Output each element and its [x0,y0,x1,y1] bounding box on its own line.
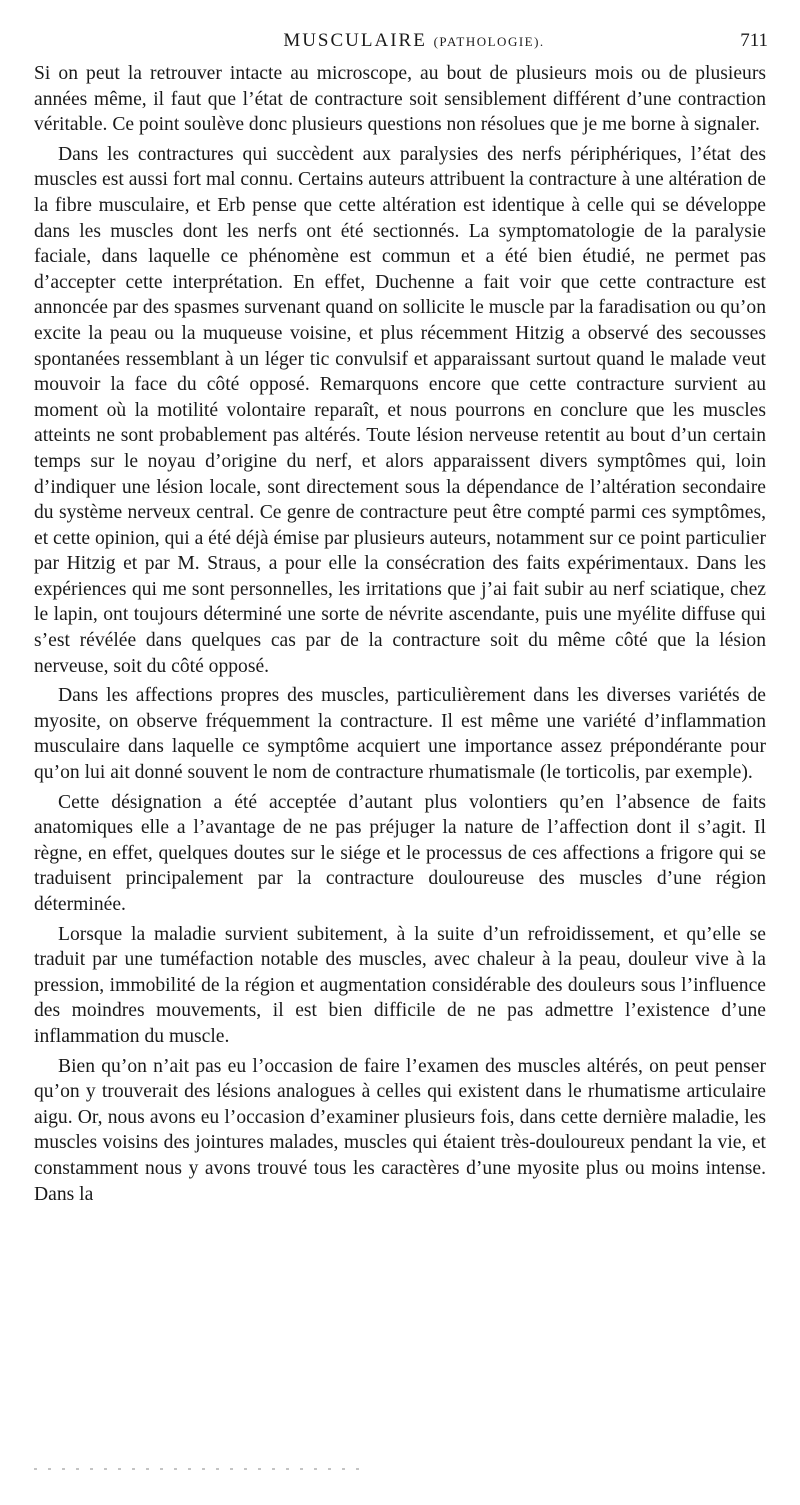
footer-rule [34,1468,364,1470]
page-header [60,30,768,60]
paragraph-2: Dans les contractures qui succèdent aux paralysies des nerfs périphériques, l’état des muscles est aussi fort mal connu. Certains auteurs attribuent la contracture à une altération de la fibre musculaire, et Erb pense que cette altération est identique à celle qui se développe dans les muscles dont les nerfs ont été sectionnés. La symptomatologie de la paralysie faciale, dans laquelle ce phénomène est commun et a été bien étudié, ne permet pas d’accepter cette interprétation. En effet, Duchenne a fait voir que cette contracture est annoncée par des spasmes survenant quand on sollicite le muscle par la faradisation ou qu’on excite la peau ou la muqueuse voisine, et plus récemment Hitzig a observé des secousses spontanées ressemblant à un léger tic convulsif et apparaissant surtout quand le malade veut mouvoir la face du côté opposé. Remarquons encore que cette contracture survient au moment où la motilité volontaire reparaît, et nous pourrons en conclure que les muscles atteints ne sont probablement pas altérés. Toute lésion nerveuse retentit au bout d’un certain temps sur le noyau d’origine du nerf, et alors apparaissent divers symptômes qui, loin d’indiquer une lésion locale, sont directement sous la dépendance de l’altération secondaire du système nerveux central. Ce genre de contracture peut être compté parmi ces symptômes, et cette opinion, qui a été déjà émise par plusieurs auteurs, notamment sur ce point particulier par Hitzig et par M. Straus, a pour elle la consécration des faits expérimentaux. Dans les expériences qui me sont personnelles, les irritations que j’ai fait subir au nerf sciatique, chez le lapin, ont toujours déterminé une sorte de névrite ascendante, puis une myélite diffuse qui s’est révélée dans quelques cas par de la contracture soit du même côté que la lésion nerveuse, soit du côté opposé. [34,143,766,677]
paragraph-5: Lorsque la maladie survient subitement, à la suite d’un refroidissement, et qu’elle se traduit par une tuméfaction notable des muscles, avec chaleur à la peau, douleur vive à la pression, immobilité de la région et augmentation considérable des douleurs sous l’influence des moindres mouvements, il est bien difficile de ne pas admettre l’existence d’une inflammation du muscle. [34,923,766,1047]
paragraph-3: Dans les affections propres des muscles, particulièrement dans les diverses variétés de myosite, on observe fréquemment la contracture. Il est même une variété d’inflammation musculaire dans laquelle ce symptôme acquiert une importance assez prépondérante pour qu’on lui ait donné souvent le nom de contracture rhumatismale (le torticolis, par exemple). [34,685,766,784]
running-title-main: MUSCULAIRE [283,30,427,51]
paragraph-1: Si on peut la retrouver intacte au microscope, au bout de plusieurs mois ou de plusieurs années même, il faut que l’état de contracture soit sensiblement différent d’une contraction véritable. Ce point soulève donc plusieurs questions non résolues que je me borne à signaler. [34,63,766,136]
running-title-subtitle: (PATHOLOGIE). [433,34,545,49]
running-title [60,30,768,52]
page-number: 711 [740,30,768,51]
paragraph-4: Cette désignation a été acceptée d’autant plus volontiers qu’en l’absence de faits anatomiques elle a l’avantage de ne pas préjuger la nature de l’affection dont il s’agit. Il règne, en effet, quelques doutes sur le siége et le processus de ces affections a frigore qui se traduisent principalement par la contracture douloureuse des muscles d’une région déterminée. [34,791,766,915]
paragraph-6: Bien qu’on n’ait pas eu l’occasion de faire l’examen des muscles altérés, on peut penser qu’on y trouverait des lésions analogues à celles qui existent dans le rhumatisme articulaire aigu. Or, nous avons eu l’occasion d’examiner plusieurs fois, dans cette dernière maladie, les muscles voisins des jointures malades, muscles qui étaient très-douloureux pendant la vie, et constamment nous y avons trouvé tous les caractères d’une myosite plus ou moins intense. Dans la [34,1055,766,1205]
body-text [34,61,766,1207]
